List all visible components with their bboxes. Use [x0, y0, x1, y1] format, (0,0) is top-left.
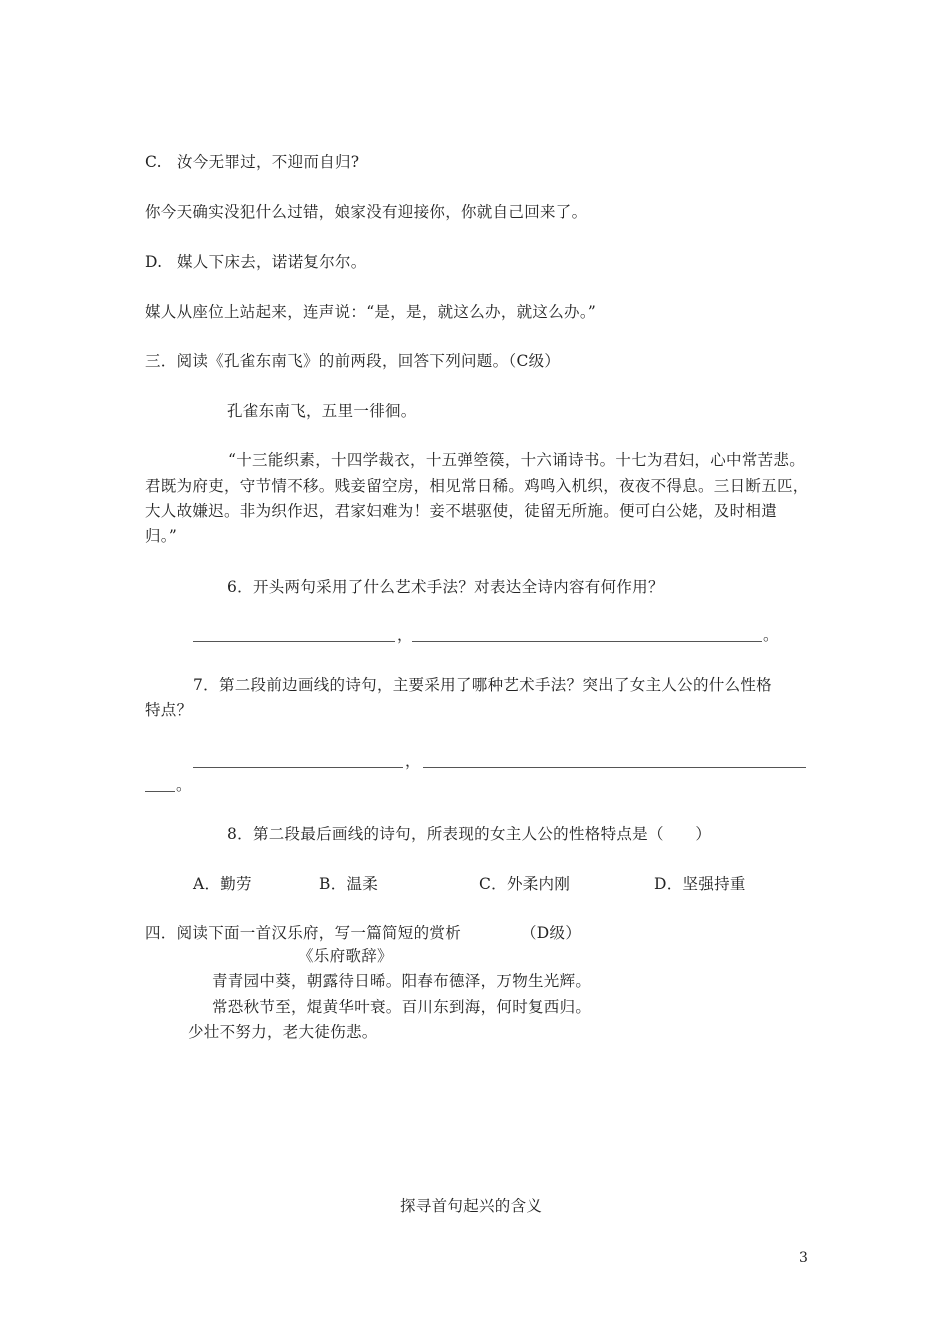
option-c-text: 汝今无罪过，不迎而自归? [177, 153, 360, 171]
section4-heading: 四．阅读下面一首汉乐府，写一篇简短的赏析 [145, 924, 462, 942]
option-d-text: 媒人下床去，诺诺复尔尔。 [177, 253, 367, 271]
answer-blank-7c[interactable] [145, 791, 175, 792]
poem-opening: 孔雀东南飞，五里一徘徊。 [227, 402, 417, 420]
poem-line-2: 常恐秋节至，焜黄华叶衰。百川东到海，何时复西归。 [212, 998, 592, 1016]
option-c-label: C. [145, 153, 162, 171]
question-6: 6．开头两句采用了什么艺术手法？对表达全诗内容有何作用？ [227, 578, 664, 596]
answer-blank-6b[interactable] [412, 641, 762, 642]
poem-line-3: 少壮不努力，老大徒伤悲。 [188, 1023, 378, 1041]
poem-para2-line4: 归。” [145, 527, 178, 545]
question-7-line2: 特点？ [145, 701, 193, 719]
q8-option-a[interactable]: A．勤劳 [193, 875, 252, 893]
translation-d: 媒人从座位上站起来，连声说：“是，是，就这么办，就这么办。” [145, 303, 597, 321]
poem-title: 《乐府歌辞》 [298, 947, 393, 965]
poem-para2-line3: 大人故嫌迟。非为织作迟，君家妇难为！妾不堪驱使，徒留无所施。便可白公姥，及时相遣 [145, 502, 778, 520]
q7-period: 。 [176, 776, 192, 794]
q6-comma: ， [397, 626, 413, 644]
question-7-line1: 7．第二段前边画线的诗句，主要采用了哪种艺术手法？突出了女主人公的什么性格 [193, 676, 772, 694]
poem-line-1: 青青园中葵，朝露待日晞。阳春布德泽，万物生光辉。 [212, 972, 592, 990]
q8-option-c[interactable]: C．外柔内刚 [479, 875, 571, 893]
option-d-label: D. [145, 253, 163, 271]
q6-period: 。 [763, 626, 779, 644]
translation-c: 你今天确实没犯什么过错，娘家没有迎接你，你就自己回来了。 [145, 203, 588, 221]
q7-comma: ， [405, 752, 421, 770]
answer-blank-7a[interactable] [193, 767, 403, 768]
footer-title: 探寻首句起兴的含义 [400, 1197, 543, 1215]
poem-para2-line1: “十三能织素，十四学裁衣，十五弹箜篌，十六诵诗书。十七为君妇，心中常苦悲。 [228, 451, 806, 469]
q8-option-d[interactable]: D．坚强持重 [654, 875, 746, 893]
page-number: 3 [799, 1250, 809, 1266]
question-8: 8．第二段最后画线的诗句，所表现的女主人公的性格特点是（ ） [227, 825, 712, 843]
section4-level: （D级） [521, 924, 582, 942]
q8-option-b[interactable]: B．温柔 [319, 875, 379, 893]
answer-blank-7b[interactable] [423, 767, 806, 768]
section3-heading: 三．阅读《孔雀东南飞》的前两段，回答下列问题。（C级） [145, 352, 561, 370]
answer-blank-6a[interactable] [193, 641, 395, 642]
poem-para2-line2: 君既为府吏，守节情不移。贱妾留空房，相见常日稀。鸡鸣入机织，夜夜不得息。三日断五匹， [145, 477, 809, 495]
